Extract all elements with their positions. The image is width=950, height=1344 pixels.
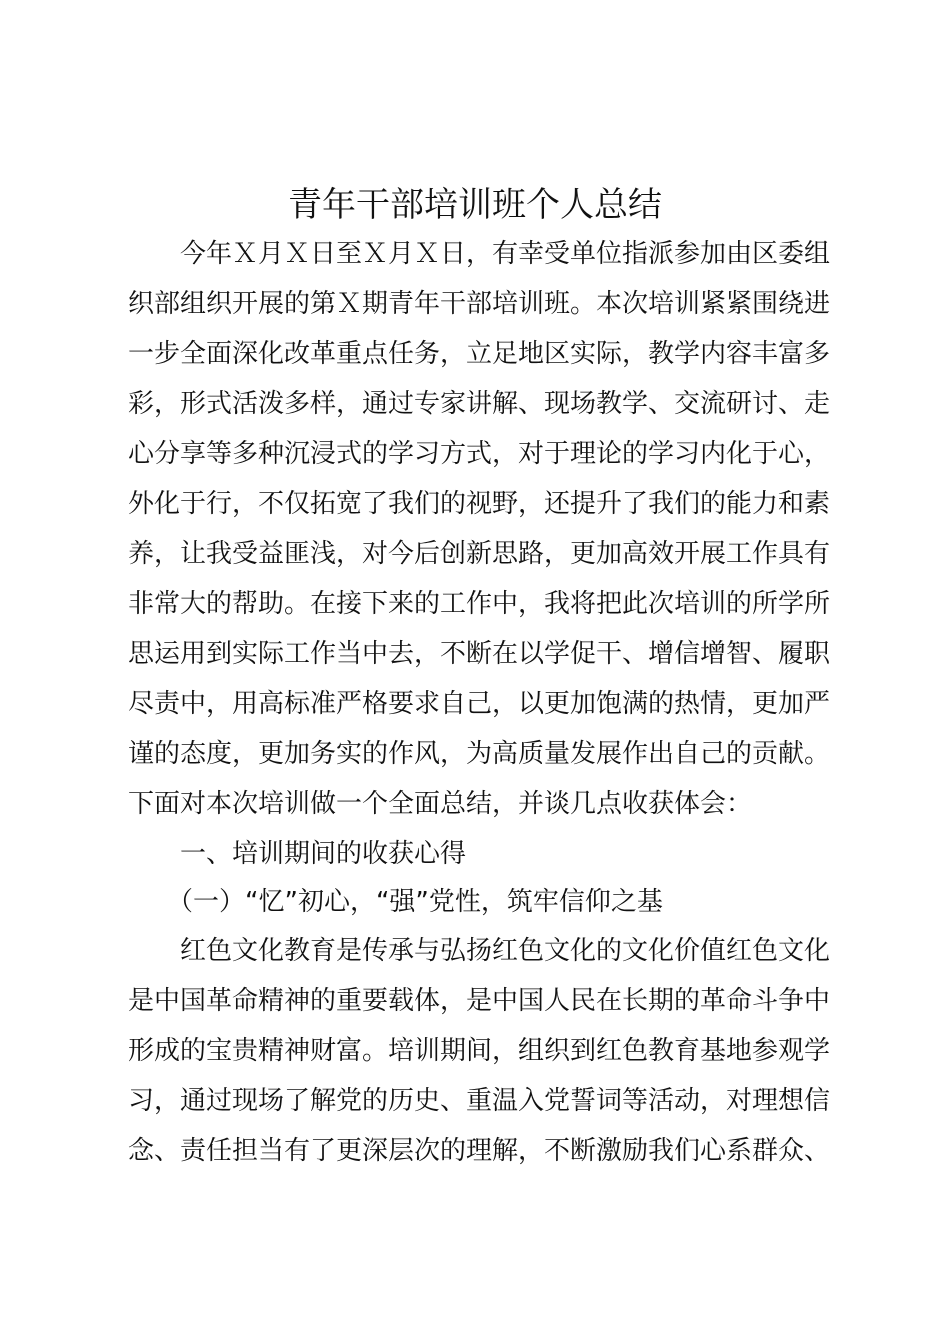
text-line: 形成的宝贵精神财富。培训期间，组织到红色教育基地参观学 <box>128 1036 831 1066</box>
text-line: 红色文化教育是传承与弘扬红色文化的文化价值红色文化 <box>128 936 831 966</box>
document-title: 青年干部培训班个人总结 <box>288 185 662 225</box>
text-line: 下面对本次培训做一个全面总结，并谈几点收获体会： <box>128 789 753 819</box>
text-line: 心分享等多种沉浸式的学习方式，对于理论的学习内化于心， <box>128 439 831 469</box>
intro-paragraph <box>128 229 838 829</box>
text-line: 外化于行，不仅拓宽了我们的视野，还提升了我们的能力和素 <box>128 489 831 519</box>
text-line: 彩，形式活泼多样，通过专家讲解、现场教学、交流研讨、走 <box>128 389 831 419</box>
text-line: 念、责任担当有了更深层次的理解，不断激励我们心系群众、 <box>128 1136 831 1166</box>
text-line: 是中国革命精神的重要载体，是中国人民在长期的革命斗争中 <box>128 986 831 1016</box>
text-line: 今年Ｘ月Ｘ日至Ｘ月Ｘ日，有幸受单位指派参加由区委组 <box>128 239 831 269</box>
text-line: 织部组织开展的第Ｘ期青年干部培训班。本次培训紧紧围绕进 <box>128 289 831 319</box>
text-line: 养，让我受益匪浅，对今后创新思路，更加高效开展工作具有 <box>128 539 831 569</box>
section-heading: 一、培训期间的收获心得 <box>128 839 467 869</box>
text-line: 谨的态度，更加务实的作风，为高质量发展作出自己的贡献。 <box>128 739 831 769</box>
subsection-heading: （一）“忆”初心，“强”党性，筑牢信仰之基 <box>128 887 663 917</box>
text-line: 一步全面深化改革重点任务，立足地区实际，教学内容丰富多 <box>128 339 831 369</box>
text-line: 思运用到实际工作当中去，不断在以学促干、增信增智、履职 <box>128 639 831 669</box>
text-line: 非常大的帮助。在接下来的工作中，我将把此次培训的所学所 <box>128 589 831 619</box>
text-line: 尽责中，用高标准严格要求自己，以更加饱满的热情，更加严 <box>128 689 831 719</box>
text-line: 习，通过现场了解党的历史、重温入党誓词等活动，对理想信 <box>128 1086 831 1116</box>
body-paragraph <box>128 926 838 1176</box>
